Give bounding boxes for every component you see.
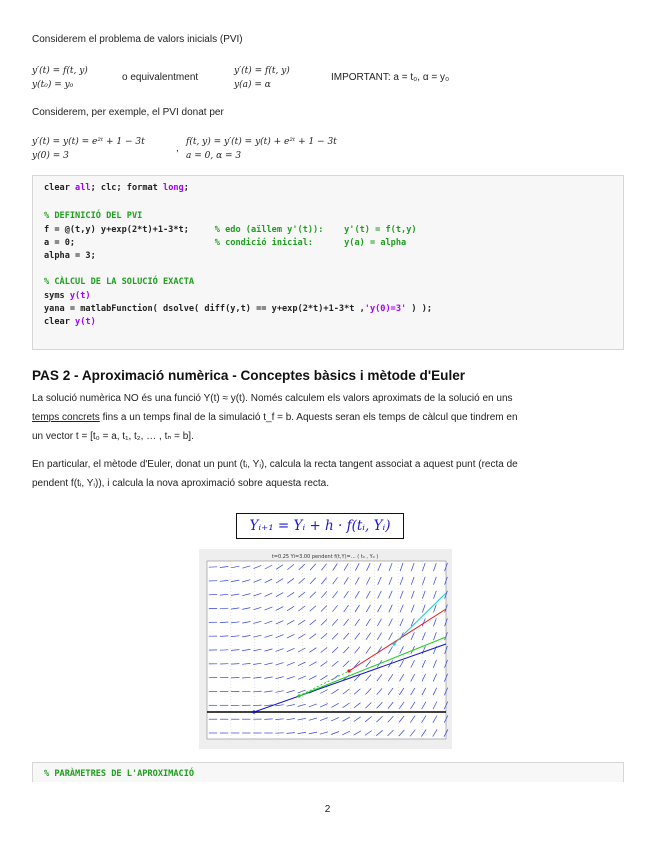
example-intro-text: Considerem, per exemple, el PVI donat per	[32, 107, 224, 118]
euler-point	[252, 710, 255, 713]
paragraph-numeric-solution: La solució numèrica NO és una funció Y(t) ≈ y(t). Només calculem els valors aproximats de la solució en uns temps concrets fins a un temps final de la simulació t_f = b. Aquests seran els temps de càlcul que tindrem en un vector t = [t₀ = a, t₁, t₂, … , tₙ = b].	[32, 393, 518, 442]
example-equation-top: y′(t) = y(t) = e²ᵗ + 1 − 3t	[32, 137, 145, 147]
pvi-equation-top: y′(t) = f(t, y)	[32, 66, 88, 76]
euler-point	[347, 669, 350, 672]
important-note: IMPORTANT: a = t₀, α = y₀	[331, 72, 450, 83]
example-f-bottom: a = 0, α = 3	[186, 151, 242, 161]
code-line: alpha = 3;	[44, 251, 96, 261]
slope-arrow	[264, 719, 272, 720]
page-number: 2	[324, 804, 331, 815]
paragraph-euler: En particular, el mètode d'Euler, donat un punt (tᵢ, Yᵢ), calcula la recta tangent associat a aquest punt (recta de pendent f(tᵢ, Yᵢ)), i calcula la nova aproximació sobre aquesta recta.	[32, 459, 518, 489]
example-f-top: f(t, y) = y′(t) = y(t) + e²ᵗ + 1 − 3t	[186, 137, 337, 147]
equivalently-text: o equivalentment	[122, 72, 199, 83]
code-block-pvi	[32, 175, 624, 350]
pvi-alt-equation-bottom: y(a) = α	[234, 80, 271, 90]
figure-title: t=0.25 Yi=3.00 pendent f(t,Y)=… ( t₀ , Y₀ )	[271, 554, 379, 560]
euler-direction-field-figure	[199, 549, 452, 749]
underlined-term: temps concrets	[32, 412, 100, 423]
slope-arrow	[220, 636, 228, 637]
euler-point	[297, 694, 300, 697]
code-line: clear y(t)	[44, 317, 96, 327]
euler-formula-box: Yᵢ₊₁ = Yᵢ + h · f(tᵢ, Yᵢ)	[236, 513, 404, 539]
code-comment: % PARÀMETRES DE L'APROXIMACIÓ	[44, 769, 195, 779]
code-line: syms y(t)	[44, 291, 91, 301]
intro-text: Considerem el problema de valors inicials (PVI)	[32, 34, 243, 45]
example-equation-bottom: y(0) = 3	[32, 151, 69, 161]
slope-arrow	[253, 705, 261, 706]
code-line: f = @(t,y) y+exp(2*t)+1-3*t; % edo (aïllem y'(t)): y'(t) = f(t,y)	[44, 225, 417, 235]
direction-field-plot	[199, 549, 452, 749]
code-comment: % DEFINICIÓ DEL PVI	[44, 211, 143, 221]
code-line: clear all; clc; format long;	[44, 183, 189, 193]
separator-comma: ,	[176, 143, 179, 154]
euler-point	[392, 642, 395, 645]
code-line: yana = matlabFunction( dsolve( diff(y,t) == y+exp(2*t)+1-3*t ,'y(0)=3' ) );	[44, 304, 433, 314]
code-comment: % CÀLCUL DE LA SOLUCIÓ EXACTA	[44, 277, 195, 287]
code-block-parameters	[32, 762, 624, 782]
code-line: a = 0; % condició inicial: y(a) = alpha	[44, 238, 407, 248]
pvi-equation-bottom: y(t₀) = y₀	[32, 80, 74, 90]
section-heading: PAS 2 - Aproximació numèrica - Conceptes bàsics i mètode d'Euler	[32, 368, 466, 383]
pvi-alt-equation-top: y′(t) = f(t, y)	[234, 66, 290, 76]
slope-arrow	[231, 664, 239, 665]
